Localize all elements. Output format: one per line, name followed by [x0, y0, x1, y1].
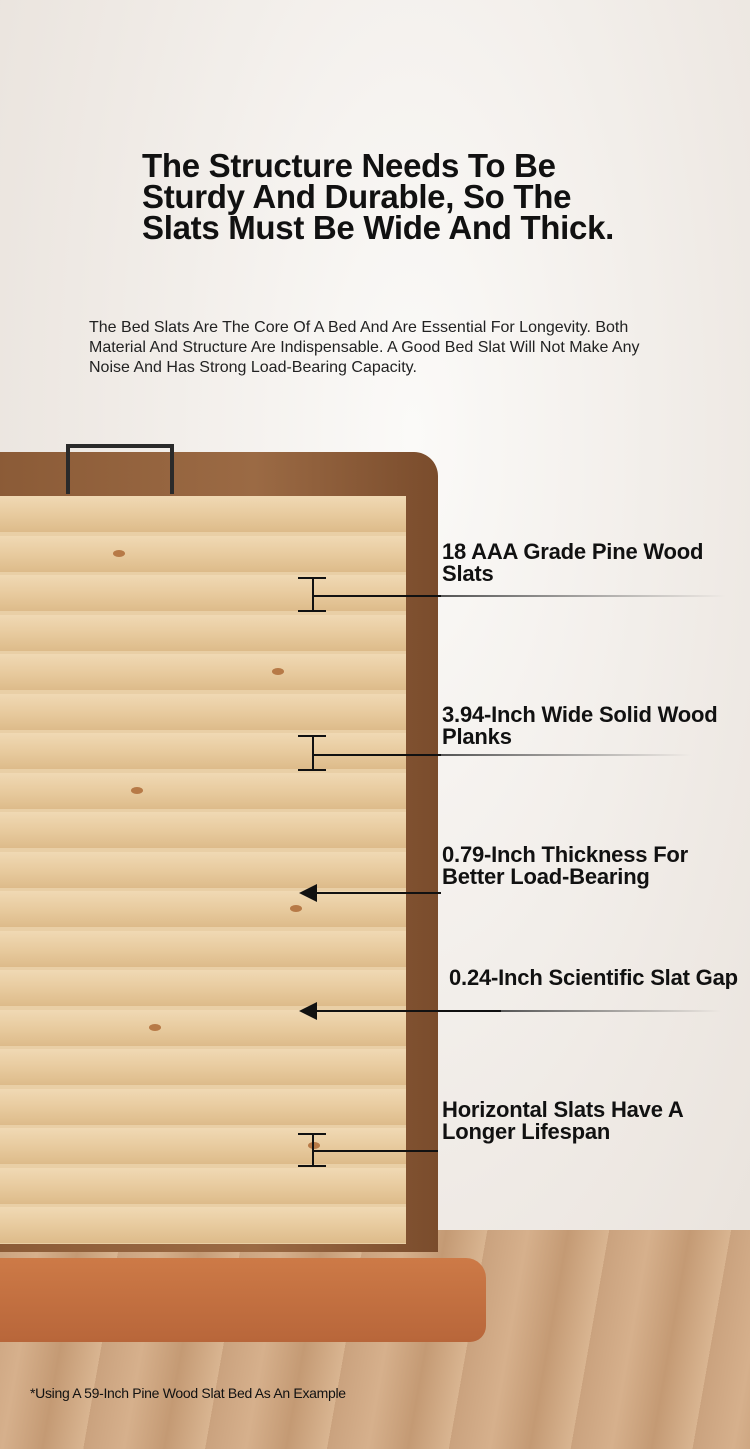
slat-area: [0, 496, 406, 1244]
bed-slat: [0, 1089, 406, 1125]
wood-knot: [113, 550, 125, 557]
bed-slat: [0, 1010, 406, 1046]
leader-line-thickness: [316, 892, 441, 894]
leader-line-gap: [316, 1010, 501, 1012]
measure-cap: [298, 1133, 326, 1135]
bed-slat: [0, 891, 406, 927]
bed-slat: [0, 852, 406, 888]
bed-slat: [0, 1168, 406, 1204]
measure-bar-grade: [312, 577, 314, 611]
wood-knot: [290, 905, 302, 912]
arrow-left-icon: [299, 1002, 317, 1020]
bed-slat: [0, 694, 406, 730]
intro-paragraph: The Bed Slats Are The Core Of A Bed And Are Essential For Longevity. Both Material And Structure Are Indispensable. A Good Bed Slat Will Not Make Any Noise And Has Strong Load-Bearing Capacity.: [89, 319, 640, 376]
bed-slat: [0, 575, 406, 611]
wood-knot: [308, 1142, 320, 1149]
leader-fade: [441, 754, 691, 756]
leader-fade: [441, 595, 726, 597]
bed-slat: [0, 1049, 406, 1085]
annotation-lifespan: Horizontal Slats Have A Longer Lifespan: [442, 1097, 683, 1144]
bed-slat: [0, 536, 406, 572]
wood-knot: [131, 787, 143, 794]
leader-fade: [501, 1010, 721, 1012]
leader-line-width: [313, 754, 441, 756]
measure-cap: [298, 769, 326, 771]
annotation-thickness: 0.79-Inch Thickness For Better Load-Bearing: [442, 842, 689, 889]
bed-slat: [0, 931, 406, 967]
bed-slat: [0, 733, 406, 769]
bed-slat: [0, 654, 406, 690]
page-headline: The Structure Needs To Be Sturdy And Durable, So The Slats Must Be Wide And Thick.: [142, 147, 615, 246]
measure-cap: [298, 1165, 326, 1167]
bed-slat: [0, 970, 406, 1006]
annotation-width: 3.94-Inch Wide Solid Wood Planks: [442, 702, 718, 749]
annotation-grade: 18 AAA Grade Pine Wood Slats: [442, 539, 704, 586]
measure-cap: [298, 610, 326, 612]
measure-bar-width: [312, 735, 314, 771]
measure-cap: [298, 577, 326, 579]
bed-slat: [0, 615, 406, 651]
footnote: *Using A 59-Inch Pine Wood Slat Bed As An Example: [30, 1385, 346, 1401]
bed-slat: [0, 1128, 406, 1164]
wood-knot: [149, 1024, 161, 1031]
bed-slat: [0, 773, 406, 809]
bed-slat: [0, 1207, 406, 1243]
leader-line-lifespan: [313, 1150, 438, 1152]
bed-handle: [66, 444, 174, 494]
bed-slat: [0, 812, 406, 848]
wood-knot: [272, 668, 284, 675]
measure-cap: [298, 735, 326, 737]
bed-cushion: [0, 1258, 486, 1342]
arrow-left-icon: [299, 884, 317, 902]
leader-line-grade: [313, 595, 441, 597]
annotation-gap: 0.24-Inch Scientific Slat Gap: [449, 967, 738, 989]
bed-slat: [0, 496, 406, 532]
